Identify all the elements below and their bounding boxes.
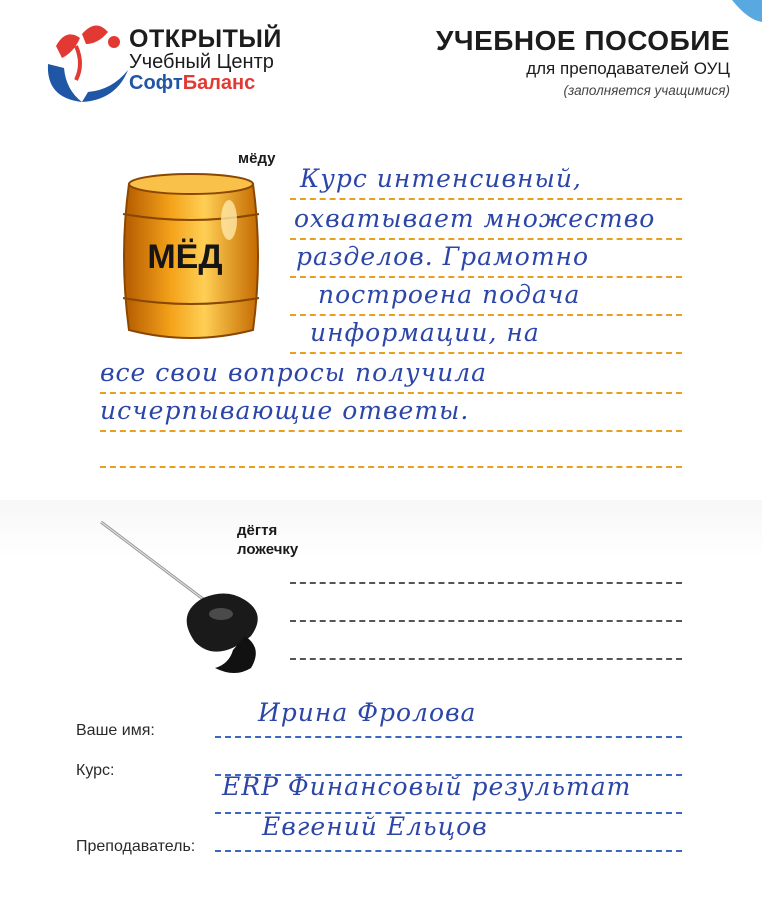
honey-line-5 [290, 352, 682, 354]
honey-text-line-7: исчерпывающие ответы. [100, 396, 470, 425]
honey-text-line-6: все свои вопросы получила [100, 358, 488, 387]
name-field-line [215, 736, 682, 738]
honey-line-7 [100, 430, 682, 432]
tar-section-label [237, 522, 298, 560]
honey-line-8 [100, 466, 682, 468]
tar-label-line1: дёгтя [237, 522, 278, 539]
honey-line-3 [290, 276, 682, 278]
tar-line-2 [290, 620, 682, 622]
teacher-label: Преподаватель: [76, 838, 196, 855]
document-heading [436, 26, 730, 98]
honey-line-1 [290, 198, 682, 200]
honey-line-2 [290, 238, 682, 240]
org-brand-part2: Баланс [182, 72, 256, 95]
honey-section-label: мёду [238, 150, 276, 167]
tar-label-line2: ложечку [237, 540, 299, 558]
teacher-field-line [215, 850, 682, 852]
softbalance-logo-icon [36, 12, 136, 108]
name-label: Ваше имя: [76, 722, 155, 739]
course-label: Курс: [76, 762, 115, 779]
course-value: ERP Финансовый результат [222, 772, 632, 801]
page-corner-decoration [722, 0, 762, 26]
honey-text-line-2: охватывает множество [294, 204, 656, 233]
name-value: Ирина Фролова [258, 698, 477, 727]
honey-text-line-5: информации, на [310, 318, 540, 347]
tar-line-1 [290, 582, 682, 584]
honey-line-4 [290, 314, 682, 316]
document-note: (заполняется учащимися) [563, 82, 730, 98]
honey-line-6 [100, 392, 682, 394]
honey-text-line-3: разделов. Грамотно [296, 242, 590, 271]
document-subtitle: для преподавателей ОУЦ [526, 58, 730, 78]
teacher-value: Евгений Ельцов [262, 812, 488, 841]
org-brand-part1: Софт [129, 72, 183, 95]
organization-name [129, 26, 282, 94]
honey-text-line-4: построена подача [318, 280, 581, 309]
honey-text-line-1: Курс интенсивный, [300, 164, 582, 193]
org-line2: Учебный Центр [129, 51, 274, 74]
honey-barrel-icon [115, 170, 267, 342]
barrel-label: МЁД [147, 238, 223, 276]
tar-line-3 [290, 658, 682, 660]
document-title: УЧЕБНОЕ ПОСОБИЕ [436, 25, 730, 56]
org-brand [129, 73, 282, 94]
org-line1: ОТКРЫТЫЙ [129, 25, 282, 53]
